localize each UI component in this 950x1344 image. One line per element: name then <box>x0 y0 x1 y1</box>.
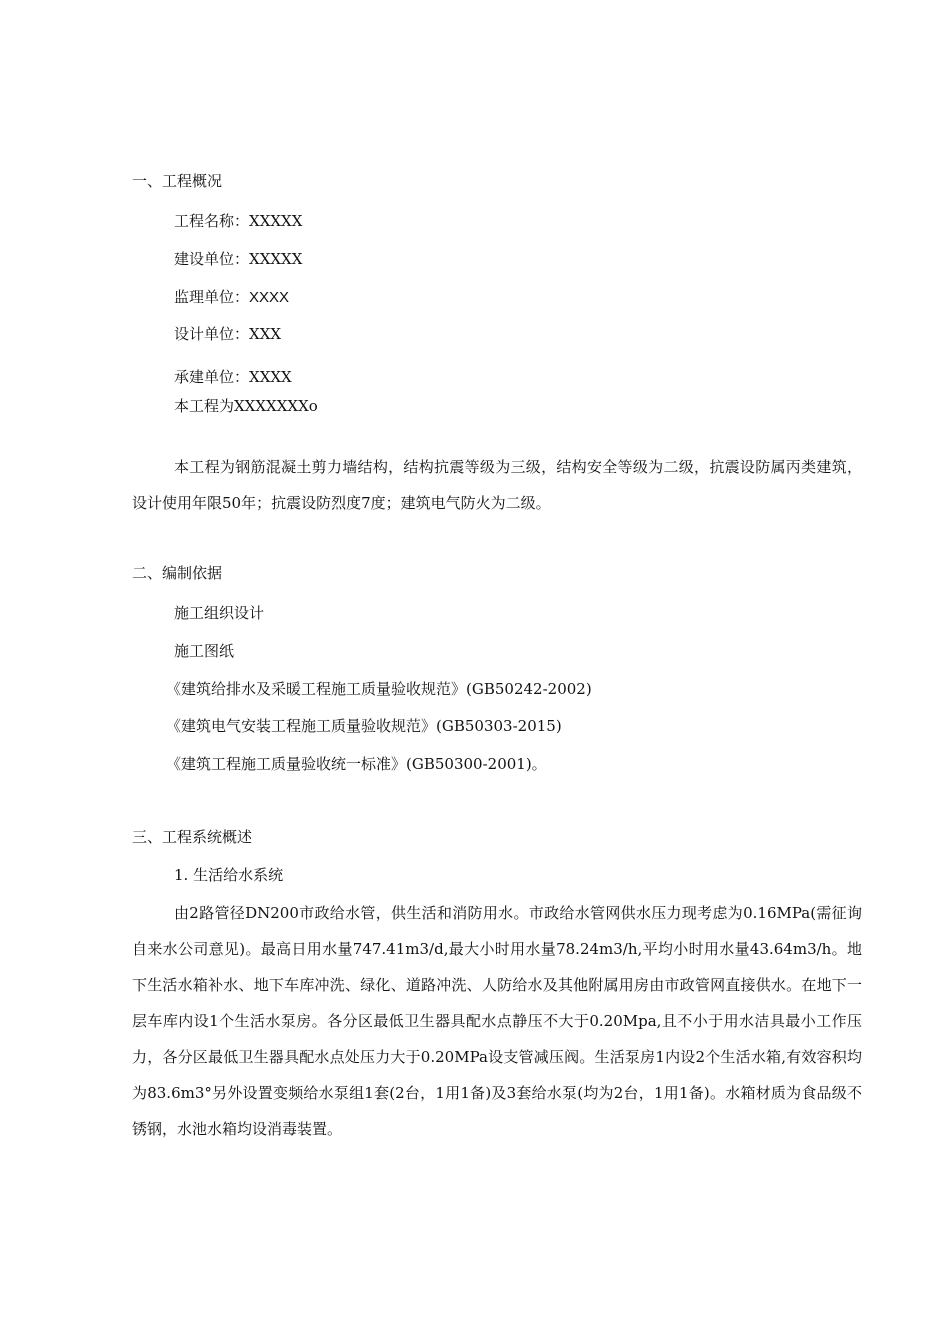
project-intro: 本工程为XXXXXXXo <box>174 397 318 415</box>
field-label: 设计单位： <box>174 325 250 343</box>
section1-heading: 一、工程概况 <box>132 172 223 190</box>
field-label: 监理单位： <box>174 288 250 306</box>
section2-heading: 二、编制依据 <box>132 564 223 582</box>
field-label: 建设单位： <box>174 250 250 268</box>
field-owner <box>174 249 302 269</box>
basis-item: 《建筑工程施工质量验收统一标准》(GB50300-2001)。 <box>166 755 547 773</box>
basis-item: 《建筑给排水及采暖工程施工质量验收规范》(GB50242-2002) <box>166 680 592 698</box>
field-contractor <box>174 367 292 387</box>
field-supervisor <box>174 287 289 308</box>
structure-paragraph: 本工程为钢筋混凝土剪力墙结构，结构抗震等级为三级，结构安全等级为二级，抗震设防属丙类建筑，设计使用年限50年；抗震设防烈度7度；建筑电气防火为二级。 <box>132 458 862 512</box>
field-project-name <box>174 211 302 231</box>
field-value: XXXX <box>249 289 290 306</box>
water-supply-paragraph: 由2路管径DN200市政给水管，供生活和消防用水。市政给水管网供水压力现考虑为0.16MPa(需征询自来水公司意见)。最高日用水量747.41m3/d,最大小时用水量78.24m3/h,平均小时用水量43.64m3/h。地下生活水箱补水、地下车库冲洗、绿化、道路冲洗、人防给水及其他附属用房由市政管网直接供水。在地下一层车库内设1个生活水泵房。各分区最低卫生器具配水点静压不大于0.20Mpa,且不小于用水洁具最小工作压力，各分区最低卫生器具配水点处压力大于0.20MPa设支管减压阀。生活泵房1内设2个生活水箱,有效容积均为83.6m3°另外设置变频给水泵组1套(2台，1用1备)及3套给水泵(均为2台，1用1备)。水箱材质为食品级不锈钢，水池水箱均设消毒装置。 <box>132 904 862 1138</box>
section3-heading: 三、工程系统概述 <box>132 828 253 846</box>
field-value: XXXXX <box>249 212 303 230</box>
field-label: 承建单位： <box>174 368 250 386</box>
subsection-title: 1. 生活给水系统 <box>174 866 284 884</box>
basis-item: 施工图纸 <box>174 642 235 660</box>
field-value: XXX <box>249 325 282 343</box>
field-label: 工程名称： <box>174 212 250 230</box>
field-value: XXXXX <box>249 250 303 268</box>
field-designer <box>174 324 281 344</box>
basis-item: 施工组织设计 <box>174 604 265 622</box>
basis-item: 《建筑电气安装工程施工质量验收规范》(GB50303-2015) <box>166 717 562 735</box>
field-value: XXXX <box>249 368 292 386</box>
